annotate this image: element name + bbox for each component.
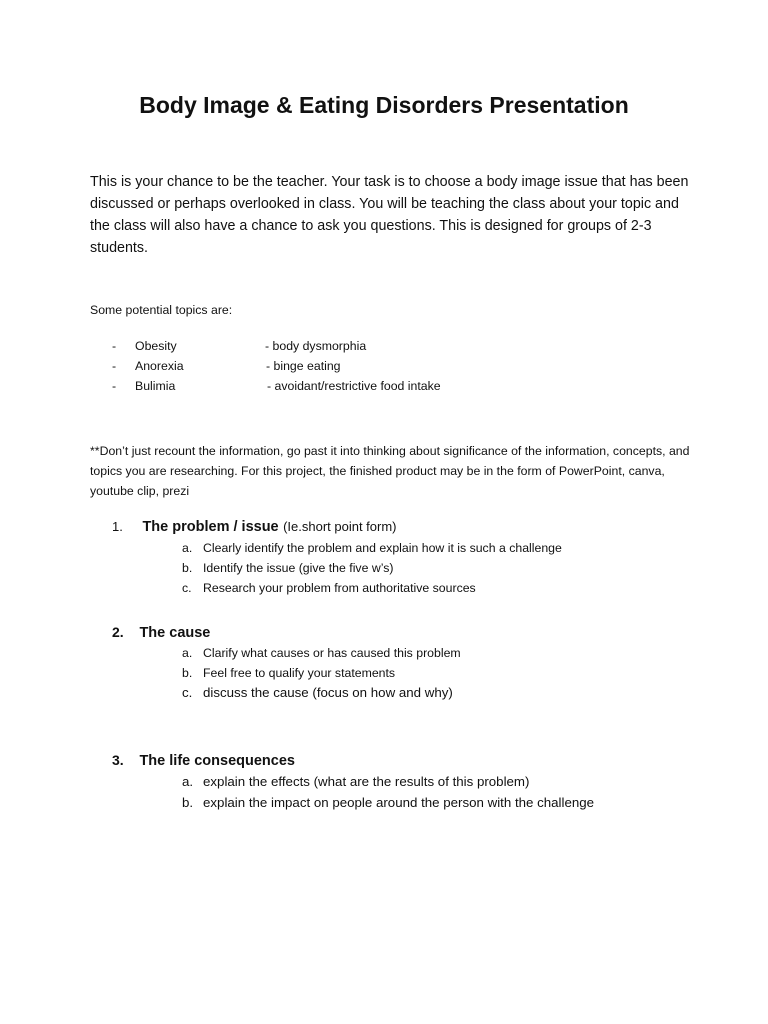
list-dash: - — [112, 339, 117, 353]
list-dash: - — [112, 379, 117, 393]
section-number: 2. — [112, 624, 124, 640]
item-marker: a. — [182, 646, 193, 660]
item-text: Clarify what causes or has caused this problem — [203, 646, 461, 660]
topic-left: Obesity — [135, 339, 177, 353]
section-items — [182, 538, 712, 598]
list-item — [182, 683, 712, 703]
item-text: explain the effects (what are the results of this problem) — [203, 774, 530, 789]
section-heading — [112, 749, 712, 771]
document-title: Body Image & Eating Disorders Presentation — [139, 92, 629, 118]
note-paragraph: **Don’t just recount the information, go past it into thinking about significance of the information, concepts, and topics you are researching. For this project, the finished product may be in the form of PowerPoint, canva, youtube clip, prezi — [90, 444, 690, 498]
list-item — [182, 538, 712, 558]
item-text: Clearly identify the problem and explain how it is such a challenge — [203, 541, 562, 555]
item-text: discuss the cause (focus on how and why) — [203, 685, 453, 700]
topic-right: - avoidant/restrictive food intake — [267, 379, 441, 393]
section-heading — [112, 516, 712, 538]
topic-left: Anorexia — [135, 359, 184, 373]
section-items — [182, 771, 712, 813]
item-marker: c. — [182, 685, 193, 700]
item-marker: a. — [182, 774, 194, 789]
list-item — [182, 663, 712, 683]
section-number: 3. — [112, 752, 124, 768]
item-text: explain the impact on people around the person with the challenge — [203, 795, 595, 810]
item-marker: b. — [182, 795, 194, 810]
item-text: Identify the issue (give the five w’s) — [203, 561, 394, 575]
section-cause — [112, 621, 712, 703]
topics-label: Some potential topics are: — [90, 303, 233, 317]
topic-left: Bulimia — [135, 379, 176, 393]
list-item — [182, 558, 712, 578]
item-marker: a. — [182, 541, 193, 555]
section-title: The problem / issue — [142, 519, 279, 535]
item-text: Feel free to qualify your statements — [203, 666, 396, 680]
section-problem — [112, 516, 712, 598]
section-title: The cause — [139, 625, 211, 641]
list-item — [182, 771, 712, 792]
section-heading — [112, 621, 712, 643]
list-dash: - — [112, 359, 117, 373]
topic-right: - body dysmorphia — [265, 339, 367, 353]
section-number: 1. — [112, 519, 123, 534]
item-text: Research your problem from authoritative sources — [203, 581, 476, 595]
item-marker: b. — [182, 561, 193, 575]
section-title: The life consequences — [139, 753, 295, 769]
list-item — [182, 643, 712, 663]
item-marker: b. — [182, 666, 193, 680]
topic-right: - binge eating — [266, 359, 341, 373]
section-items — [182, 643, 712, 703]
list-item — [182, 578, 712, 598]
section-subtitle: (Ie.short point form) — [283, 519, 397, 534]
item-marker: c. — [182, 581, 192, 595]
list-item — [182, 792, 712, 813]
section-consequences — [112, 749, 712, 813]
intro-paragraph: This is your chance to be the teacher. Your task is to choose a body image issue that has been discussed or perhaps overlooked in class. You will be teaching the class about your topic and the class will also have a chance to ask you questions. This is designed for groups of 2-3 students. — [90, 174, 689, 256]
